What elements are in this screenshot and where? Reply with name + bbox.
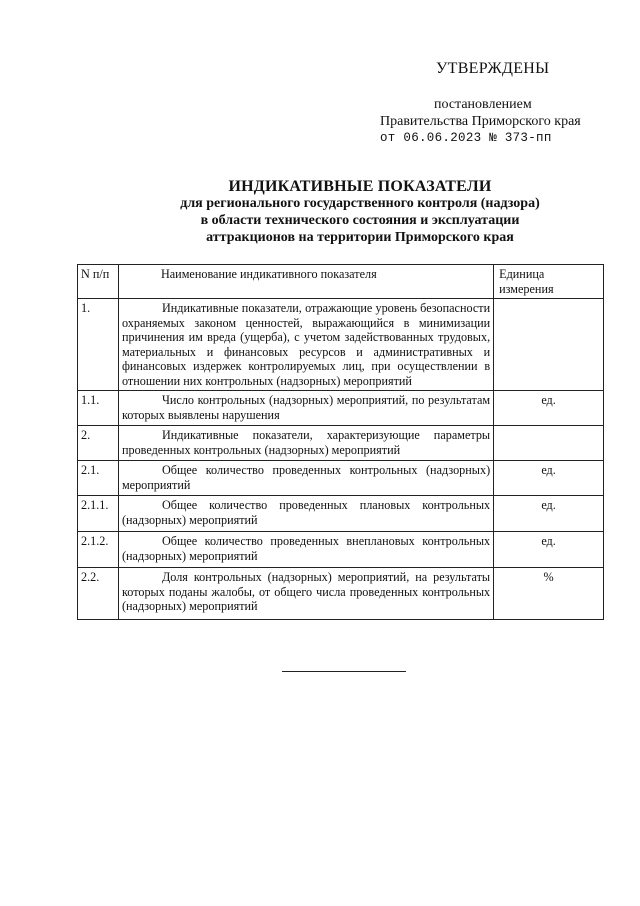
row-name: Общее количество проведенных внеплановых контрольных (надзорных) мероприятий [118,532,493,568]
row-unit [494,426,604,461]
header-unit: Единица измерения [494,265,604,299]
row-name: Индикативные показатели, характеризующие параметры проведенных контрольных (надзорных) мероприятий [118,426,493,461]
header-name: Наименование индикативного показателя [118,265,493,299]
decree-label: постановлением [434,97,532,112]
row-num: 2. [78,426,119,461]
row-unit: ед. [494,532,604,568]
title-line-3: в области технического состояния и эксплуатации [200,213,520,228]
table-row [78,391,604,426]
table-row [78,496,604,532]
row-name: Общее количество проведенных контрольных (надзорных) мероприятий [118,461,493,496]
row-unit: ед. [494,391,604,426]
title-line-2: для регионального государственного контроля (надзора) [180,196,540,211]
closing-rule-divider [282,671,406,672]
row-name: Индикативные показатели, отражающие уровень безопасности охраняемых законом ценностей, выражающийся в минимизации причинения им вреда (ущерба), с учетом задействованных трудовых, материальных и финансовых ресурсов и административных и финансовых издержек контролируемых лиц, при осуществлении в отношении них контрольных (надзорных) мероприятий [118,299,493,391]
table-row [78,426,604,461]
row-unit: % [494,568,604,620]
table-row [78,299,604,391]
table-header-row [78,265,604,299]
row-num: 2.1.1. [78,496,119,532]
row-num: 2.2. [78,568,119,620]
row-name: Доля контрольных (надзорных) мероприятий, на результаты которых поданы жалобы, от общего числа проведенных контрольных (надзорных) мероприятий [118,568,493,620]
table-row [78,461,604,496]
row-name: Число контрольных (надзорных) мероприятий, по результатам которых выявлены нарушения [118,391,493,426]
table-row [78,568,604,620]
row-name: Общее количество проведенных плановых контрольных (надзорных) мероприятий [118,496,493,532]
title-line-1: ИНДИКАТИВНЫЕ ПОКАЗАТЕЛИ [228,178,492,195]
table-row [78,532,604,568]
approval-block [376,60,616,147]
row-num: 2.1. [78,461,119,496]
row-unit: ед. [494,496,604,532]
decree-date-number: от 06.06.2023 № 373-пп [380,131,552,145]
government-label: Правительства Приморского края [380,114,581,129]
row-unit: ед. [494,461,604,496]
header-num: N п/п [78,265,119,299]
indicators-table [77,264,604,620]
row-unit [494,299,604,391]
document-title [100,178,620,246]
row-num: 1. [78,299,119,391]
title-line-4: аттракционов на территории Приморского края [206,230,514,245]
row-num: 1.1. [78,391,119,426]
row-num: 2.1.2. [78,532,119,568]
approved-label: УТВЕРЖДЕНЫ [436,60,550,77]
